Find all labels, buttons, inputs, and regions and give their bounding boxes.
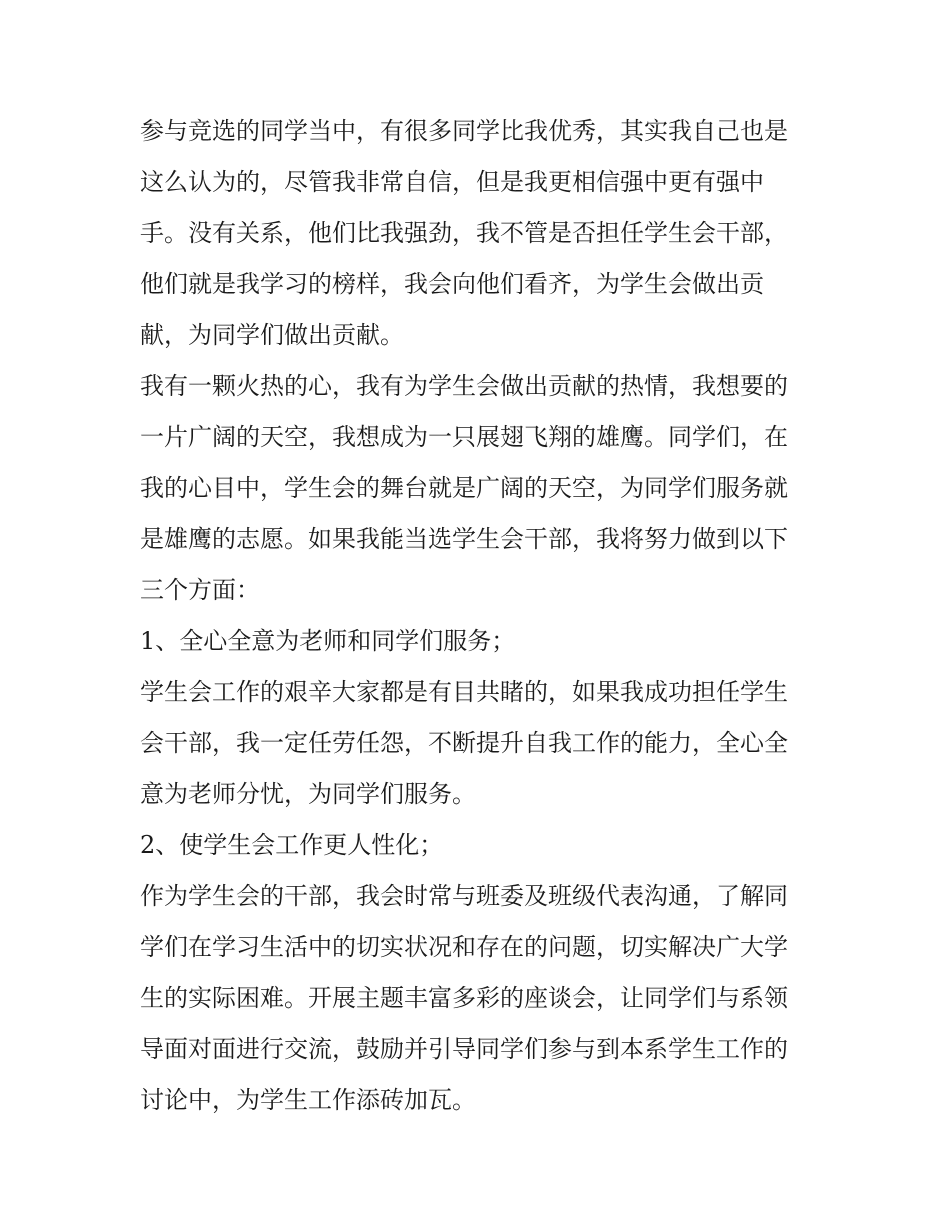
text-line: 生的实际困难。开展主题丰富多彩的座谈会，让同学们与系领 (140, 984, 788, 1012)
text-line: 参与竞选的同学当中，有很多同学比我优秀，其实我自己也是 (140, 117, 788, 145)
list-heading-1: 1、全心全意为老师和同学们服务； (140, 627, 516, 655)
text-line: 一片广阔的天空，我想成为一只展翅飞翔的雄鹰。同学们，在 (140, 423, 788, 451)
text-line: 这么认为的，尽管我非常自信，但是我更相信强中更有强中 (140, 168, 764, 196)
text-line: 手。没有关系，他们比我强劲，我不管是否担任学生会干部， (140, 219, 788, 247)
text-line: 我有一颗火热的心，我有为学生会做出贡献的热情，我想要的 (140, 372, 788, 400)
list-heading-2: 2、使学生会工作更人性化； (140, 831, 444, 859)
text-line: 意为老师分忧，为同学们服务。 (140, 780, 476, 808)
text-line: 三个方面： (140, 576, 260, 604)
text-line: 他们就是我学习的榜样，我会向他们看齐，为学生会做出贡 (140, 270, 764, 298)
text-line: 作为学生会的干部，我会时常与班委及班级代表沟通，了解同 (140, 882, 788, 910)
text-line: 是雄鹰的志愿。如果我能当选学生会干部，我将努力做到以下 (140, 525, 788, 553)
text-line: 会干部，我一定任劳任怨，不断提升自我工作的能力，全心全 (140, 729, 788, 757)
text-line: 讨论中，为学生工作添砖加瓦。 (140, 1086, 476, 1114)
text-line: 我的心目中，学生会的舞台就是广阔的天空，为同学们服务就 (140, 474, 788, 502)
text-line: 学们在学习生活中的切实状况和存在的问题，切实解决广大学 (140, 933, 788, 961)
text-line: 献，为同学们做出贡献。 (140, 321, 404, 349)
text-line: 导面对面进行交流，鼓励并引导同学们参与到本系学生工作的 (140, 1035, 788, 1063)
text-line: 学生会工作的艰辛大家都是有目共睹的，如果我成功担任学生 (140, 678, 788, 706)
document-body (140, 106, 812, 1126)
